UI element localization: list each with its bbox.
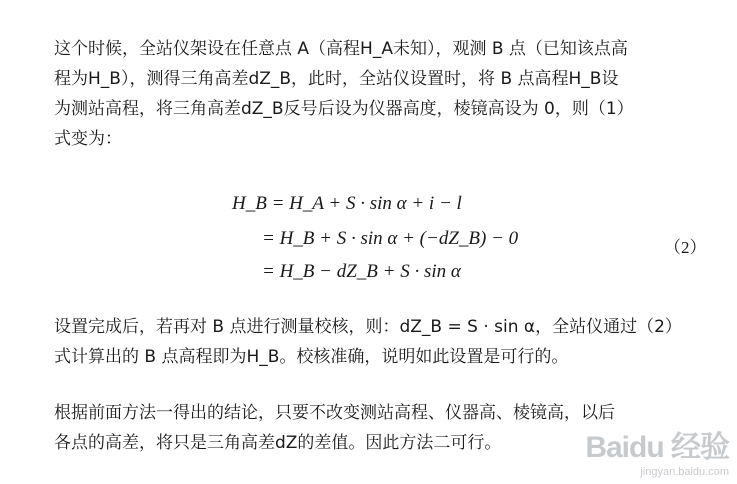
equation-row-1: H_B = H_A + S · sin α + i − l xyxy=(232,193,462,214)
paragraph-1-line-1: 这个时候，全站仪架设在任意点 A（高程H_A未知），观测 B 点（已知该点高 xyxy=(54,39,628,59)
equation-row-3: = H_B − dZ_B + S · sin α xyxy=(262,261,461,282)
equation-number: （2） xyxy=(664,238,707,257)
paragraph-3-line-2: 各点的高差，将只是三角高差dZ的差值。因此方法二可行。 xyxy=(54,433,502,453)
paragraph-2 xyxy=(54,312,714,372)
baidu-jingyan-watermark xyxy=(585,422,729,478)
paragraph-1-line-2: 程为H_B），测得三角高差dZ_B，此时，全站仪设置时，将 B 点高程H_B设 xyxy=(54,69,619,89)
paragraph-2-line-2: 式计算出的 B 点高程即为H_B。校核准确，说明如此设置是可行的。 xyxy=(54,347,569,367)
paragraph-1-line-4: 式变为： xyxy=(54,129,122,149)
paragraph-1-line-3: 为测站高程，将三角高差dZ_B反号后设为仪器高度，棱镜高设为 0，则（1） xyxy=(54,99,634,119)
paragraph-2-line-1: 设置完成后，若再对 B 点进行测量校核，则：dZ_B = S · sin α，全站仪通过（2） xyxy=(54,317,682,337)
equation-row-2: = H_B + S · sin α + (−dZ_B) − 0 xyxy=(262,228,519,249)
watermark-url: jingyan.baidu.com xyxy=(640,466,729,478)
paragraph-1 xyxy=(54,34,714,154)
paragraph-3-line-1: 根据前面方法一得出的结论，只要不改变测站高程、仪器高、棱镜高，以后 xyxy=(54,403,615,423)
watermark-logo: Baidu 经验 xyxy=(585,431,729,464)
